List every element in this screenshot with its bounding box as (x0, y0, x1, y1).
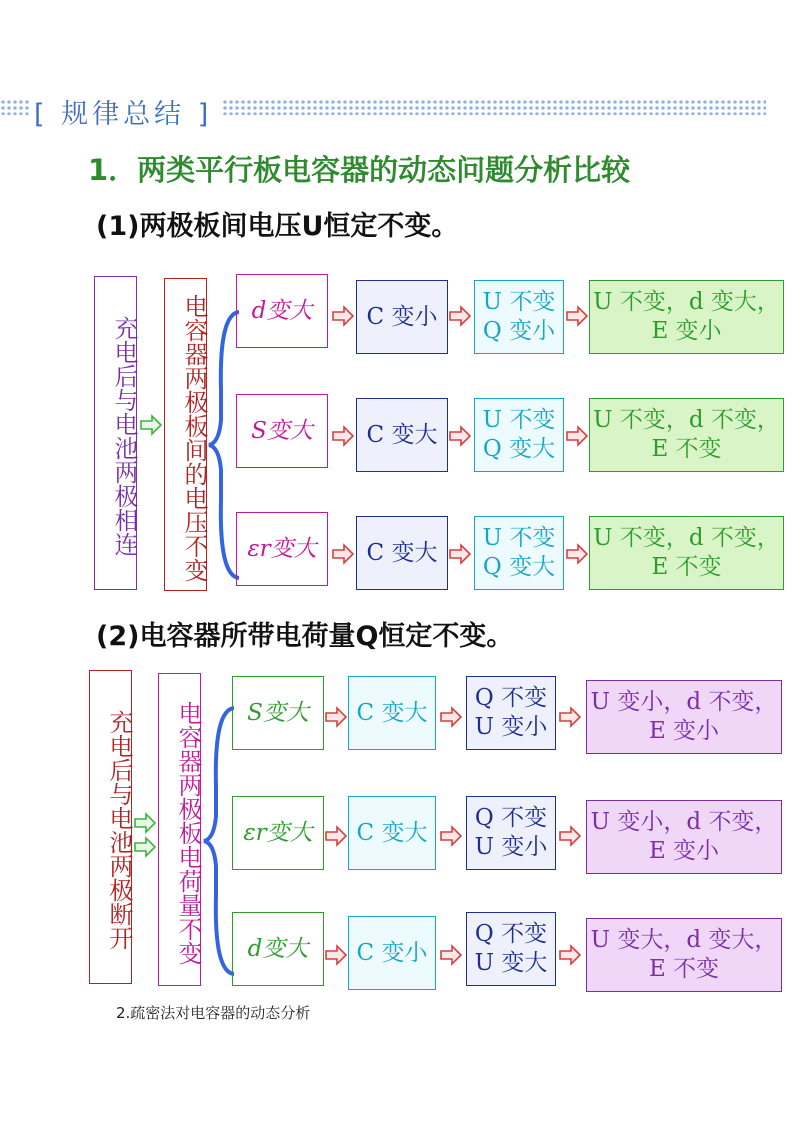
part1-mid-label: 电容器两极板间的电压不变 (180, 293, 208, 582)
part2-row1-result: U 变小，d 不变， E 变小 (586, 680, 782, 754)
part2-row3-change: d变大 (232, 912, 324, 986)
arrow-icon (325, 944, 347, 966)
part1-row3-uq: U 不变 Q 变大 (474, 516, 564, 590)
part1-subtitle (96, 204, 458, 243)
part1-row1-result: U 不变，d 变大， E 变小 (589, 280, 784, 354)
part2-row2-uq: Q 不变 U 变小 (466, 796, 556, 870)
part1-subtitle-text: (1)两极板间电压U恒定不变。 (96, 211, 459, 242)
arrow-icon (332, 425, 354, 447)
part1-row3-result: U 不变，d 不变， E 不变 (589, 516, 784, 590)
part1-row1-change: d变大 (236, 274, 328, 348)
part2-row2-result: U 变小，d 不变， E 变小 (586, 800, 782, 874)
part2-row3-capacitance: C 变小 (348, 916, 436, 990)
part2-brace-icon (200, 696, 236, 986)
part2-row1-change: S变大 (232, 676, 324, 750)
arrow-icon (332, 305, 354, 327)
arrow-icon (440, 825, 462, 847)
arrow-icon (449, 543, 471, 565)
part1-row3-capacitance: C 变大 (356, 516, 448, 590)
arrow-icon (325, 825, 347, 847)
part2-row2-capacitance: C 变大 (348, 796, 436, 870)
part1-row2-change: S变大 (236, 394, 328, 468)
part1-row1-capacitance: C 变小 (356, 280, 448, 354)
part1-row1-uq: U 不变 Q 变小 (474, 280, 564, 354)
part2-mid-label: 电容器两极板电荷量不变 (174, 700, 202, 965)
arrow-icon (325, 706, 347, 728)
part1-row2-capacitance: C 变大 (356, 398, 448, 472)
part1-left-box (94, 276, 137, 590)
arrow-icon (440, 944, 462, 966)
part2-subtitle-text: (2)电容器所带电荷量Q恒定不变。 (96, 621, 514, 652)
footnote: 2.疏密法对电容器的动态分析 (116, 1004, 311, 1022)
part2-green-arrow-icon (134, 812, 156, 834)
part2-row3-result: U 变大，d 变大， E 不变 (586, 918, 782, 992)
arrow-icon (559, 825, 581, 847)
section-title: 1．两类平行板电容器的动态问题分析比较 (88, 153, 631, 187)
part2-row1-uq: Q 不变 U 变小 (466, 676, 556, 750)
arrow-icon (449, 305, 471, 327)
part1-row3-change: εr变大 (236, 512, 328, 586)
section-header-label: [ 规律总结 ] (34, 99, 213, 130)
arrow-icon (332, 543, 354, 565)
arrow-icon (559, 944, 581, 966)
part2-row1-capacitance: C 变大 (348, 676, 436, 750)
part2-left-label: 充电后与电池两极断开 (105, 710, 133, 950)
part1-row2-result: U 不变，d 不变， E 不变 (589, 398, 784, 472)
header-dots-left (0, 99, 30, 115)
arrow-icon (566, 305, 588, 327)
part2-left-box (89, 670, 132, 984)
arrow-icon (566, 425, 588, 447)
part2-green-arrow-icon (134, 836, 156, 858)
part1-left-label: 充电后与电池两极相连 (110, 316, 138, 556)
arrow-icon (449, 425, 471, 447)
part1-green-arrow-icon (140, 414, 162, 436)
part2-row2-change: εr变大 (232, 796, 324, 870)
arrow-icon (566, 543, 588, 565)
arrow-icon (440, 706, 462, 728)
part1-mid-box (164, 278, 207, 591)
part2-subtitle (96, 614, 513, 653)
header-dots-right (222, 99, 766, 115)
part2-row3-uq: Q 不变 U 变大 (466, 912, 556, 986)
part1-row2-uq: U 不变 Q 变大 (474, 398, 564, 472)
part2-mid-box (158, 673, 201, 986)
arrow-icon (559, 706, 581, 728)
